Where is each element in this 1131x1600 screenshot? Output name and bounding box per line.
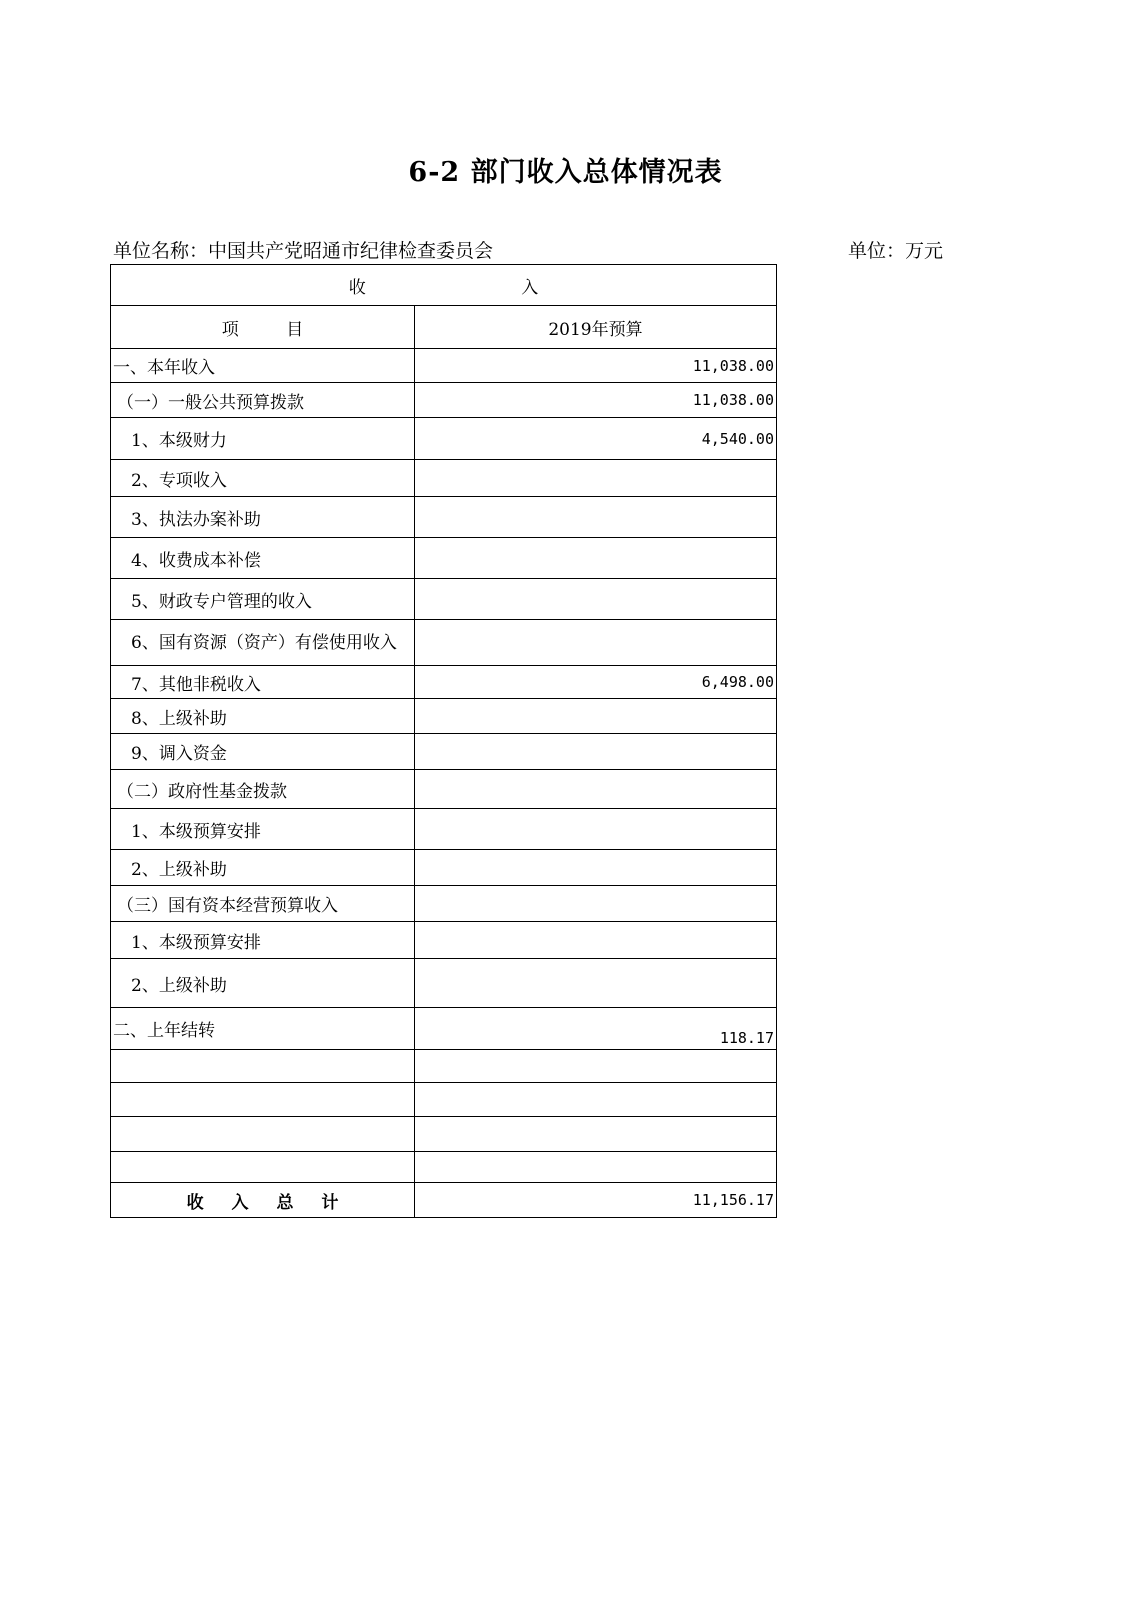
item-label-cell: 3、执法办案补助 bbox=[111, 497, 415, 538]
item-label-cell: （三）国有资本经营预算收入 bbox=[111, 886, 415, 922]
item-label-cell: 5、财政专户管理的收入 bbox=[111, 579, 415, 620]
total-row bbox=[111, 1183, 777, 1218]
table-row bbox=[111, 349, 777, 383]
table-row bbox=[111, 922, 777, 959]
table-row bbox=[111, 418, 777, 460]
budget-value-cell bbox=[415, 850, 777, 886]
table-row bbox=[111, 666, 777, 699]
budget-value-cell: 11,038.00 bbox=[415, 349, 777, 383]
total-value: 11,156.17 bbox=[415, 1183, 777, 1218]
table-row bbox=[111, 538, 777, 579]
budget-value-cell bbox=[415, 620, 777, 666]
table-row bbox=[111, 460, 777, 497]
budget-value-cell bbox=[415, 579, 777, 620]
total-label: 收 入 总 计 bbox=[111, 1183, 415, 1218]
table-row bbox=[111, 579, 777, 620]
budget-value-cell: 6,498.00 bbox=[415, 666, 777, 699]
item-label-cell: （二）政府性基金拨款 bbox=[111, 770, 415, 809]
col-budget-header: 2019年预算 bbox=[415, 306, 777, 349]
table-row bbox=[111, 959, 777, 1008]
column-header-row bbox=[111, 306, 777, 349]
table-row bbox=[111, 809, 777, 850]
table-row bbox=[111, 1008, 777, 1050]
currency-unit: 单位：万元 bbox=[848, 240, 944, 262]
page-title: 6-2 部门收入总体情况表 bbox=[408, 157, 723, 188]
budget-value-cell bbox=[415, 770, 777, 809]
table-row bbox=[111, 699, 777, 734]
item-label-cell: 2、上级补助 bbox=[111, 959, 415, 1008]
item-label-cell: 2、专项收入 bbox=[111, 460, 415, 497]
unit-name: 单位名称：中国共产党昭通市纪律检查委员会 bbox=[113, 240, 494, 262]
item-label-cell: 1、本级预算安排 bbox=[111, 809, 415, 850]
budget-value-cell bbox=[415, 460, 777, 497]
empty-row bbox=[111, 1050, 777, 1083]
budget-value-cell bbox=[415, 699, 777, 734]
item-label-cell: 二、上年结转 bbox=[111, 1008, 415, 1050]
empty-row bbox=[111, 1083, 777, 1117]
budget-value-cell bbox=[415, 922, 777, 959]
budget-value-cell bbox=[415, 886, 777, 922]
table-row bbox=[111, 620, 777, 666]
budget-value-cell: 11,038.00 bbox=[415, 383, 777, 418]
empty-row bbox=[111, 1152, 777, 1183]
budget-value-cell bbox=[415, 809, 777, 850]
budget-value-cell bbox=[415, 538, 777, 579]
item-label-cell: 7、其他非税收入 bbox=[111, 666, 415, 699]
item-label-cell: 1、本级预算安排 bbox=[111, 922, 415, 959]
item-label-cell: 6、国有资源（资产）有偿使用收入 bbox=[111, 620, 415, 666]
table-row bbox=[111, 497, 777, 538]
section-header-row bbox=[111, 265, 777, 306]
income-table bbox=[110, 264, 777, 1218]
item-label-cell: 1、本级财力 bbox=[111, 418, 415, 460]
budget-value-cell: 4,540.00 bbox=[415, 418, 777, 460]
item-label-cell: 8、上级补助 bbox=[111, 699, 415, 734]
table-row bbox=[111, 383, 777, 418]
table-row bbox=[111, 886, 777, 922]
table-row bbox=[111, 770, 777, 809]
budget-value-cell bbox=[415, 497, 777, 538]
item-label-cell: 一、本年收入 bbox=[111, 349, 415, 383]
col-item-header: 项 目 bbox=[221, 319, 304, 340]
table-row bbox=[111, 734, 777, 770]
item-label-cell: （一）一般公共预算拨款 bbox=[111, 383, 415, 418]
section-header: 收 入 bbox=[348, 277, 539, 298]
budget-value-cell bbox=[415, 734, 777, 770]
budget-value-cell: 118.17 bbox=[415, 1008, 777, 1050]
item-label-cell: 2、上级补助 bbox=[111, 850, 415, 886]
item-label-cell: 4、收费成本补偿 bbox=[111, 538, 415, 579]
table-row bbox=[111, 850, 777, 886]
item-label-cell: 9、调入资金 bbox=[111, 734, 415, 770]
budget-value-cell bbox=[415, 959, 777, 1008]
empty-row bbox=[111, 1117, 777, 1152]
